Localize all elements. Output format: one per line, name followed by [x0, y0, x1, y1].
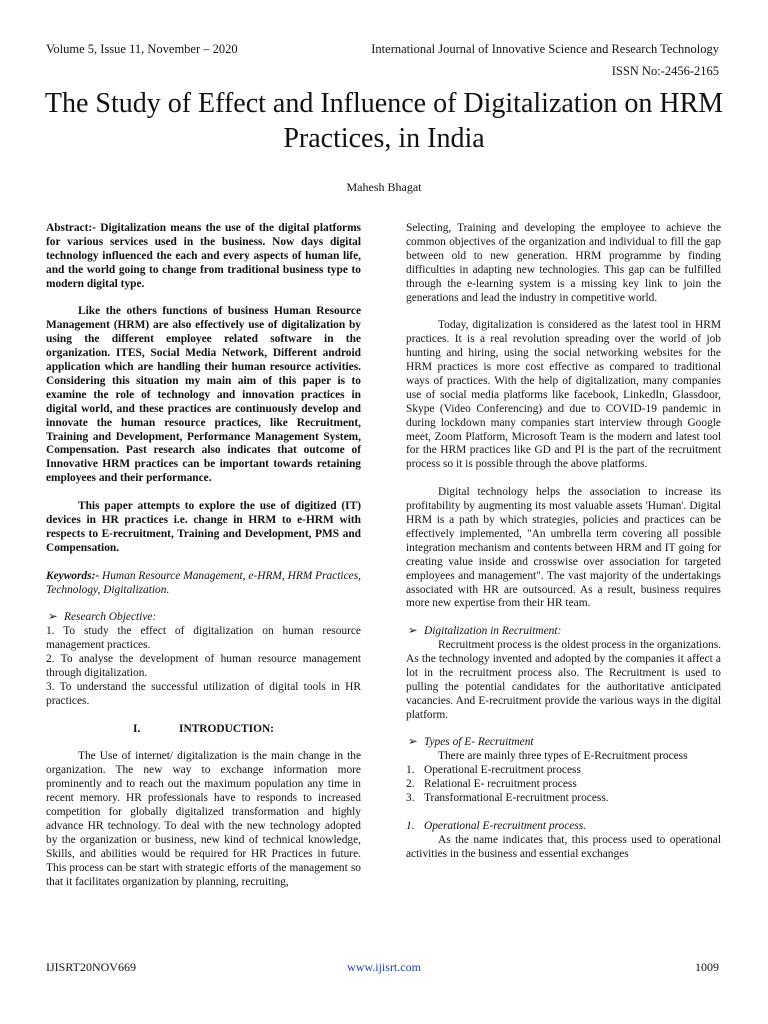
recruitment-heading-text: Digitalization in Recruitment: [424, 625, 562, 638]
research-objective-heading [46, 611, 361, 625]
list-item: 1. Operational E-recruitment process [406, 764, 581, 777]
research-objective-label: Research Objective: [64, 611, 157, 624]
volume-info: Volume 5, Issue 11, November – 2020 [46, 42, 238, 56]
body-paragraph-4: Recruitment process is the oldest process in the organizations. As the technology invented and adopted by the companies it affect a lot in the recruitment process also. The Recruitment is used to pulling the potential candidates for the authoritative anticipated vacancies. And E-recruitment provide the various ways in the digital platform. [406, 639, 721, 721]
objective-item: 2. To analyse the development of human resource management through digitalization. [46, 653, 361, 679]
author-name: Mahesh Bhagat [346, 180, 422, 194]
objective-item: 1. To study the effect of digitalization on human resource management practices. [46, 625, 361, 652]
abstract-label: Abstract:- [46, 222, 96, 234]
section-title: INTRODUCTION: [179, 722, 274, 735]
list-item: 2. Relational E- recruitment process [406, 778, 577, 791]
introduction-heading [46, 723, 361, 737]
body-paragraph-1: Selecting, Training and developing the employee to achieve the common objectives of the organization and individual to fill the gap between old to new generation. HRM programme by finding difficulties in adapting new technologies. This gap can be fulfilled through the e-learning system is a missing key link to join the generations and lead the industry in competitive world. [406, 222, 721, 304]
journal-name: International Journal of Innovative Science and Research Technology [371, 42, 719, 56]
recruitment-heading [406, 625, 721, 639]
abstract-paragraph-2: Like the others functions of business Human Resource Management (HRM) are also effectively use of digitalization by using the different employee related software in the organization. ITES, Social Media Network, Different android application which are handling their human resource activities. Considering this situation my main aim of this paper is to examine the role of technology and innovation practices in digital world, and these practices are continuously develop and innovate the human resource practices, like Recruitment, Training and Development, Performance Management System, Compensation. Past research also indicates that outcome of Innovative HRM practices can be important towards retaining employees and their performance. [46, 305, 361, 485]
journal-url-link[interactable]: www.ijisrt.com [347, 960, 421, 974]
arrow-bullet-icon: ➢ [408, 625, 418, 638]
section-number: I. [133, 722, 141, 735]
types-intro: There are mainly three types of E-Recruitment process [438, 750, 688, 763]
body-paragraph-3: Digital technology helps the association to increase its profitability by augmenting its most valuable assets 'Human'. Digital HRM is a path by which strategies, policies and practices can be effectively implemented, "An umbrella term covering all possible integration mechanism and contents between HRM and IT going for creating value inside and crosswise over association for targeted employees and management". The vast majority of the undertakings associated with HR are outsourced. As a result, business requires more new expertise from their HR team. [406, 486, 721, 610]
operational-heading: 1. Operational E-recruitment process. [406, 819, 587, 832]
keywords-label: Keywords:- [46, 569, 100, 582]
page-number: 1009 [695, 960, 719, 974]
right-column [406, 222, 721, 862]
types-heading [406, 736, 721, 750]
abstract-paragraph-3: This paper attempts to explore the use of digitized (IT) devices in HR practices i.e. change in HRM to e-HRM with respects to E-recruitment, Training and Development, PMS and Compensation. [46, 500, 361, 554]
arrow-bullet-icon: ➢ [408, 736, 418, 749]
paper-title: The Study of Effect and Influence of Digitalization on HRM Practices, in India [44, 88, 724, 154]
list-item: 3. Transformational E-recruitment process. [406, 792, 609, 805]
introduction-paragraph-1: The Use of internet/ digitalization is the main change in the organization. The new way to exchange information more prominently and to reach out the maximum population any time in recent memory. HR professionals have to responds to increased competition for globally digitalized transformation and highly advance HR technology. To deal with the new technology adopted by the organization or business, new kind of technical knowledge, Skills, and abilities would be required for HR Practices in future. This process can be start with strategic efforts of the management so that it facilitates organization by planning, recruiting, [46, 750, 361, 888]
paper-code: IJISRT20NOV669 [46, 960, 136, 974]
objective-item: 3. To understand the successful utilization of digital tools in HR practices. [46, 680, 361, 707]
issn: ISSN No:-2456-2165 [611, 64, 719, 78]
arrow-bullet-icon: ➢ [48, 611, 58, 624]
abstract-text-1: Digitalization means the use of the digital platforms for various services used in the business. Now days digital technology influenced the each and every aspects of human life, and the world going to change from traditional business type to modern digital type. [46, 222, 361, 290]
keywords [46, 570, 361, 598]
keywords-text: Human Resource Management, e-HRM, HRM Practices, Technology, Digitalization. [46, 569, 361, 596]
abstract-paragraph-1 [46, 222, 361, 292]
left-column [46, 222, 361, 889]
body-paragraph-2: Today, digitalization is considered as the latest tool in HRM practices. It is a real revolution spreading over the world of job hunting and hiring, using the social networking websites for the HRM practices is more cost effective as compared to traditional ways of practices. With the help of digitalization, many companies use of social media platforms like facebook, LinkedIn, Glassdoor, Skype (Video Conferencing) and due to COVID-19 pandemic in during lockdown many companies start interview through Google meet, Zoom Platform, Microsoft Team is the modern and latest tool for the HRM practices like GD and PI is the part of the recruitment process so it is possible through the above platforms. [406, 319, 721, 471]
types-heading-text: Types of E- Recruitment [424, 736, 534, 749]
body-paragraph-5: As the name indicates that, this process used to operational activities in the business and essential exchanges [406, 833, 721, 860]
